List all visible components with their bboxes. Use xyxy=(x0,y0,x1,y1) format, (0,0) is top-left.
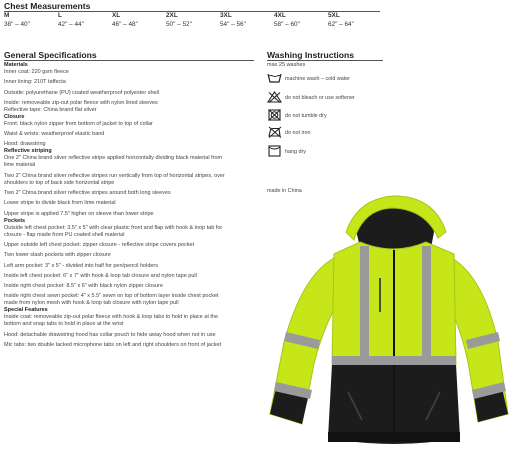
spec-line: made from nylon mesh with hook & loop tab closure with nylon tape pull xyxy=(4,300,179,307)
size-col-2xl xyxy=(166,12,192,28)
no-bleach-icon xyxy=(267,91,282,103)
spec-line: Reflective tape: China brand flat silver xyxy=(4,106,97,113)
reflective-stripe-waist xyxy=(332,356,456,365)
machine-wash-icon xyxy=(267,72,282,84)
size-label: 2XL xyxy=(166,12,178,19)
spec-line: Lower stripe to divide black from lime material xyxy=(4,200,116,207)
size-col-m xyxy=(4,12,30,28)
chest-measurements-title: Chest Measurements xyxy=(4,1,91,11)
spec-line: closure - flap made from PU coated shell material xyxy=(4,231,125,238)
country-of-origin: made in China xyxy=(267,188,302,194)
reflective-stripe-right xyxy=(422,246,431,358)
size-col-xl xyxy=(112,12,138,28)
spec-heading: Reflective striping xyxy=(4,148,52,155)
spec-line: Outside: polyurethane (PU) coated weatherproof polyester shell xyxy=(4,89,160,96)
size-label: 4XL xyxy=(274,12,286,19)
size-table xyxy=(4,12,380,30)
spec-line: Hood: detachable drawstring hood has collar pouch to hide away hood when not in use xyxy=(4,331,216,338)
wash-item-no-iron xyxy=(267,126,407,140)
spec-heading: Special Features xyxy=(4,307,48,314)
spec-line: lime material xyxy=(4,162,36,169)
size-label: 5XL xyxy=(328,12,340,19)
spec-line: Waist & wrists: weatherproof elastic band xyxy=(4,131,105,138)
spec-line: Two 2" China brand silver reflective stripes around both long sleeves xyxy=(4,190,171,197)
size-label: 3XL xyxy=(220,12,232,19)
spec-line: One 2" China brand silver reflective stripe applied horizontally dividing black material from xyxy=(4,155,223,162)
spec-line: Inner coat: 220 gsm fleece xyxy=(4,69,69,75)
spec-line: Two lower slash pockets with zipper closure xyxy=(4,252,111,259)
spec-line: Hood: drawstring xyxy=(4,141,46,148)
jacket-product-image xyxy=(262,192,522,463)
wash-text: do not tumble dry xyxy=(285,113,327,119)
size-col-3xl xyxy=(220,12,246,28)
size-col-4xl xyxy=(274,12,300,28)
size-label: L xyxy=(58,12,62,19)
spec-line: Left arm pocket: 3" x 5" - divided into half for pen/pencil holders xyxy=(4,262,159,269)
wash-item-no-bleach xyxy=(267,91,407,105)
size-value: 46" – 48" xyxy=(112,21,138,28)
spec-line: bottom and snap tabs to hold in place at the wrist xyxy=(4,321,124,328)
size-col-l xyxy=(58,12,84,28)
spec-line: Inner lining: 210T taffecta xyxy=(4,79,66,86)
wash-limit-note: max 25 washes xyxy=(267,62,306,68)
size-col-5xl xyxy=(328,12,354,28)
spec-line: Two 2" China brand silver reflective stripes run vertically from top of horizontal stripes, over xyxy=(4,172,225,179)
specs-title-rule xyxy=(4,60,254,61)
spec-line: shoulders to top of back side horizontal stripe xyxy=(4,179,115,186)
size-value: 42" – 44" xyxy=(58,21,84,28)
size-value: 54" – 56" xyxy=(220,21,246,28)
spec-line: Front: black nylon zipper from bottom of jacket to top of collar xyxy=(4,120,153,127)
wash-item-hang-dry xyxy=(267,145,407,159)
no-tumble-dry-icon xyxy=(267,109,282,121)
size-value: 58" – 60" xyxy=(274,21,300,28)
size-value: 38" – 40" xyxy=(4,21,30,28)
general-specifications-title: General Specifications xyxy=(4,50,97,60)
size-label: M xyxy=(4,12,10,19)
reflective-stripe-left xyxy=(360,246,369,358)
wash-text: machine wash – cold water xyxy=(285,76,351,82)
spec-heading: Closure xyxy=(4,113,25,120)
hang-dry-icon xyxy=(267,145,282,157)
wash-item-machine-wash xyxy=(267,72,407,86)
wash-text: do not bleach or use softener xyxy=(285,95,355,101)
spec-heading: Pockets xyxy=(4,217,26,224)
spec-line: Outside left chest pocket: 3.5" x 5" with clear plastic front and flap with hook & loop tab for xyxy=(4,224,223,231)
spec-heading: Materials xyxy=(4,62,28,68)
wash-text: do not iron xyxy=(285,130,311,136)
size-value: 50" – 52" xyxy=(166,21,192,28)
size-label: XL xyxy=(112,12,121,19)
spec-line: Inside left chest pocket: 6" x 7" with hook & loop tab closure and nylon tape pull xyxy=(4,272,197,279)
washing-instructions-title: Washing Instructions xyxy=(267,50,355,60)
spec-line: Inside right chest pocket: 8.5" x 6" with black nylon zipper closure xyxy=(4,283,163,290)
wash-item-no-tumble-dry xyxy=(267,109,407,123)
wash-text: hang dry xyxy=(285,149,306,155)
spec-list xyxy=(4,62,260,349)
size-value: 62" – 64" xyxy=(328,21,354,28)
spec-line: Inside: removeable zip-out polar fleece with nylon lined sleeves xyxy=(4,99,158,106)
washing-title-rule xyxy=(267,60,383,61)
spec-line: Inside right chest sewn pocket: 4" x 5.5" sewn on top of bottom layer inside chest pocket xyxy=(4,293,219,300)
spec-line: Inside coat: removeable zip-out polar fleece with hook & loop tabs to hold in place at the xyxy=(4,314,219,321)
spec-line: Mic tabs: two double tacked microphone tabs on left and right shoulders on front of jacket xyxy=(4,342,222,349)
no-iron-icon xyxy=(267,126,282,138)
spec-line: Upper stripe is applied 7.5" higher on sleeve than lower stripe xyxy=(4,210,154,217)
spec-line: Upper outside left chest pocket: zipper closure - reflective stripe covers pocket xyxy=(4,241,195,248)
